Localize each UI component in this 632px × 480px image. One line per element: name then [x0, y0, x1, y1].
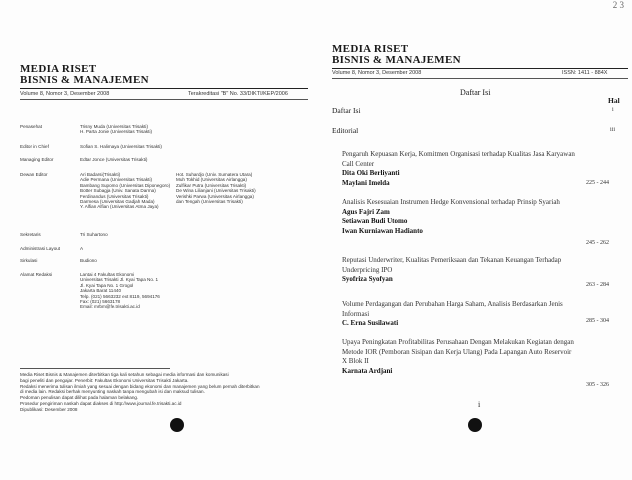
toc-article-authors: Syofriza Syofyan: [342, 275, 393, 283]
toc-article: [342, 150, 578, 188]
toc-article-authors: Karnata Ardjani: [342, 366, 393, 375]
masthead-value: Lantai 4 Fakultas Ekonomi Universitas Trisakti Jl. Kyai Tapa No. 1 Jl. Kyai Tapa No. 1 Grogol Jakarta Barat 11440 Telp. (021) 5663232 ext 8119, 5694176 Fax: (021) 5663178 Email: mrbm@fe.trisakti.ac.id: [80, 272, 160, 310]
masthead-label: Sekretaris: [20, 232, 41, 237]
toc-article-authors: C. Erna Susilawati: [342, 319, 399, 327]
left-journal-title: MEDIA RISET BISNIS & MANAJEMEN: [20, 63, 149, 86]
toc-daftar-isi: Daftar Isi: [332, 106, 361, 115]
masthead-value: Edtar Jonce (Universitas Trisakti): [80, 157, 148, 162]
masthead-value-secondary: Hot. Suhardjo (Univ. Sumatera Utara) Muh Tokhid (Universitas Airlangga) Zulfikar Putra (Universitas Trisakti) De Wina Lilianjani (Universitas Trisakti) Verishki Parwa (Universitas Airlangga) dan Tengah (Universitas Trisakti): [176, 172, 256, 205]
notice-line: Pedoman penulisan dapat dilihat pada halaman belakang.: [20, 395, 139, 401]
masthead-label: Penasehat: [20, 124, 42, 129]
bottom-page-roman: i: [478, 400, 481, 409]
toc-editorial: Editorial: [332, 126, 359, 135]
right-volume-line: Volume 8, Nomor 3, Desember 2008: [332, 70, 422, 76]
toc-article: [342, 338, 578, 376]
masthead-value: Sofian S. Halimaya (Universitas Trisakti): [80, 144, 162, 149]
right-title-rule: [332, 68, 628, 69]
toc-article-title: Upaya Peningkatan Profitabilitas Perusahaan Dengan Melakukan Kegiatan dengan Metode IOR (Pemboran Sisipan dan Kerja Ulang) Pada Lapangan Auto Reservoir X Blok II: [342, 338, 574, 365]
masthead-label: Sirkulasi: [20, 258, 38, 263]
toc-article-title: Pengaruh Kepuasan Kerja, Komitmen Organisasi terhadap Kualitas Jasa Karyawan Call Center: [342, 150, 575, 168]
right-volume-rule: [332, 78, 628, 79]
punch-hole-right: [468, 418, 482, 432]
masthead-label: Dewan Editor: [20, 172, 48, 177]
masthead-label: Alamat Redaksi: [20, 272, 53, 277]
issn-line: ISSN: 1411 - 884X: [562, 70, 608, 76]
notice-line: bagi peneliti dan pengajar. Penerbit: Fakultas Ekonomi Universitas Trisakti Jakarta.: [20, 377, 189, 383]
toc-article: [342, 300, 578, 329]
toc-daftar-isi-page: i: [612, 107, 614, 113]
notice-line: Dipublikasi: Desember 2008: [20, 406, 78, 412]
masthead-value: Trisny Muda (Universitas Trisakti) H. Parta Jonie (Universitas Trisakti): [80, 124, 152, 135]
accreditation-line: Terakreditasi "B" No. 33/DIKTI/KEP/2006: [188, 91, 288, 97]
left-title-rule: [20, 88, 308, 89]
left-volume-line: Volume 8, Nomor 3, Desember 2008: [20, 91, 110, 97]
toc-article: [342, 256, 578, 285]
right-page: [318, 0, 632, 480]
toc-article: [342, 198, 578, 236]
notice-line: Media Riset Bisnis & Manajemen diterbitkan tiga kali setahun sebagai media informasi dan komunikasi: [20, 372, 229, 377]
toc-article-pages: 285 - 304: [586, 318, 609, 324]
toc-article-pages: 305 - 326: [586, 382, 609, 388]
publication-notice: [20, 372, 310, 413]
notice-line: Prosedur pengiriman naskah dapat diakses di http://www.journal.fe.trisakti.ac.id: [20, 400, 182, 406]
toc-article-pages: 225 - 244: [586, 180, 609, 186]
toc-article-title: Analisis Kesesuaian Instrumen Hedge Konvensional terhadap Prinsip Syariah: [342, 198, 560, 206]
masthead-label: Administrasi Layout: [20, 246, 61, 251]
top-right-page-number: 2 3: [612, 0, 624, 10]
toc-article-authors: Agus Fajri Zam Setiawan Budi Utomo Iwan Kurniawan Hadianto: [342, 207, 423, 235]
notice-line: Redaksi menerima tulisan ilmiah yang sesuai dengan bidang ekonomi dan manajemen yang belum pernah diterbitkan: [20, 383, 260, 389]
toc-article-pages: 245 - 262: [586, 240, 609, 246]
masthead-label: Editor in Chief: [20, 144, 49, 149]
toc-hal-label: Hal: [608, 96, 620, 105]
masthead-value: A: [80, 246, 84, 251]
masthead-value: Budiono: [80, 258, 97, 263]
toc-article-title: Volume Perdagangan dan Perubahan Harga Saham, Analisis Berdasarkan Jenis Informasi: [342, 300, 563, 318]
notice-line: di media lain. Redaksi berhak menyunting naskah tanpa mengubah isi dan maksud tulisan.: [20, 389, 205, 395]
toc-article-title: Reputasi Underwriter, Kualitas Pemeriksaan dan Tekanan Keuangan Terhadap Underpricing IPO: [342, 256, 562, 274]
notice-rule: [20, 368, 170, 369]
toc-title: Daftar Isi: [460, 88, 491, 97]
toc-article-pages: 263 - 284: [586, 282, 609, 288]
masthead-value: Tri Suhartono: [80, 232, 108, 237]
masthead-value: Ari Badarsi(Trisakti) Adie Permana (Universitas Trisakti) Bambang Supomo (Universitas Diponegoro) Botter Subagja (Univ. Sanata Darma) Ferdinandus (Universitas Trisakti) Darmesa (Universitas Gadjah Mada) Y. Alfian Alfian (Universitas Atma Jaya): [80, 172, 171, 210]
right-journal-title: MEDIA RISET BISNIS & MANAJEMEN: [332, 43, 461, 66]
punch-hole-left: [170, 418, 184, 432]
masthead-label: Managing Editor: [20, 157, 54, 162]
toc-editorial-page: iii: [610, 127, 616, 133]
left-volume-rule: [20, 99, 308, 100]
toc-article-authors: Dita Oki Berliyanti Maylani Imelda: [342, 169, 400, 187]
